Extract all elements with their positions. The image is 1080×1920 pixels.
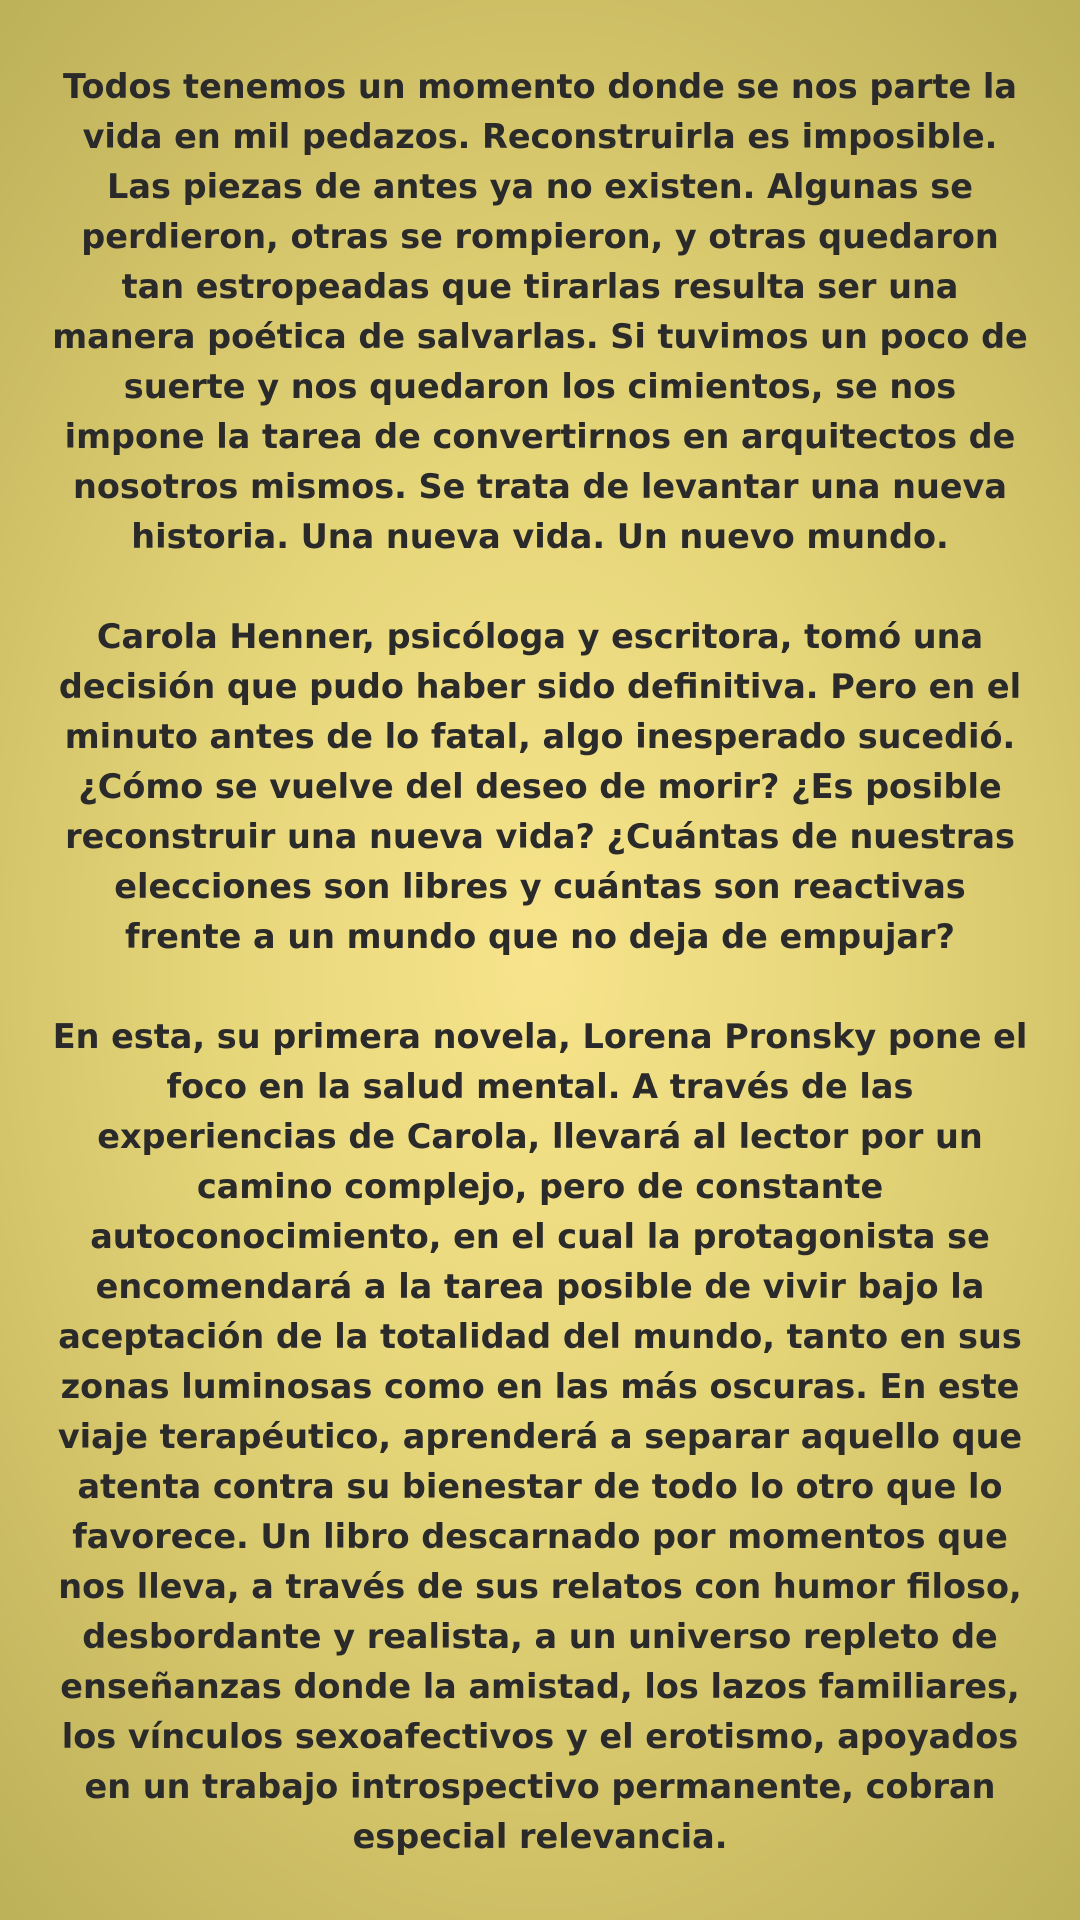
synopsis-paragraph-2: Carola Henner, psicóloga y escritora, tomó una decisión que pudo haber sido definitiva. Pero en el minuto antes de lo fatal, algo inesperado sucedió. ¿Cómo se vuelve del deseo de morir? ¿Es posible reconstruir una nueva vida? ¿Cuántas de nuestras elecciones son libres y cuántas son reactivas frente a un mundo que no deja de empujar? — [58, 617, 1022, 956]
synopsis-paragraph-1: Todos tenemos un momento donde se nos parte la vida en mil pedazos. Reconstruirla es imposible. Las piezas de antes ya no existen. Algunas se perdieron, otras se rompieron, y otras quedaron tan estropeadas que tirarlas resulta ser una manera poética de salvarlas. Si tuvimos un poco de suerte y nos quedaron los cimientos, se nos impone la tarea de convertirnos en arquitectos de nosotros mismos. Se trata de levantar una nueva historia. Una nueva vida. Un nuevo mundo. — [52, 67, 1028, 556]
synopsis-paragraph-3: En esta, su primera novela, Lorena Pronsky pone el foco en la salud mental. A través de las experiencias de Carola, llevará al lector por un camino complejo, pero de constante autoconocimiento, en el cual la protagonista se encomendará a la tarea posible de vivir bajo la aceptación de la totalidad del mundo, tanto en sus zonas luminosas como en las más oscuras. En este viaje terapéutico, aprenderá a separar aquello que atenta contra su bienestar de todo lo otro que lo favorece. Un libro descarnado por momentos que nos lleva, a través de sus relatos con humor filoso, desbordante y realista, a un universo repleto de enseñanzas donde la amistad, los lazos familiares, los vínculos sexoafectivos y el erotismo, apoyados en un trabajo introspectivo permanente, cobran especial relevancia. — [52, 1017, 1028, 1856]
